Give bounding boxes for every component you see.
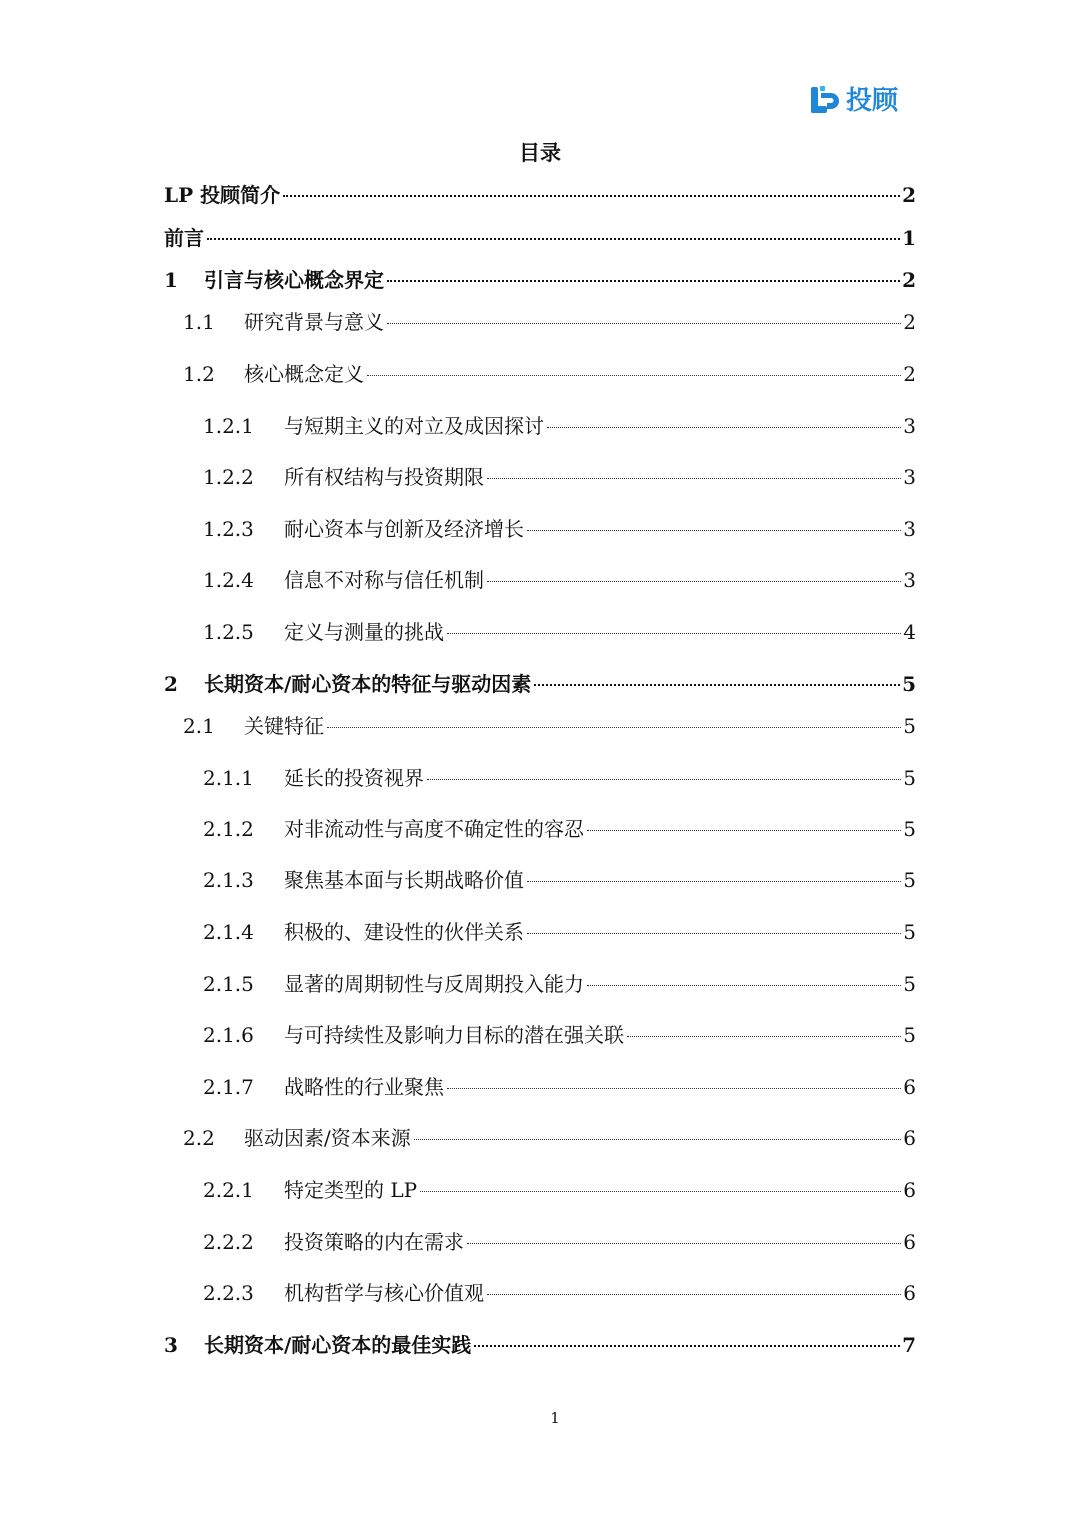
dot-leader [527, 933, 901, 934]
toc-entry[interactable] [0, 865, 1080, 895]
toc-entry-label: 聚焦基本面与长期战略价值 [284, 868, 524, 892]
dot-leader [420, 1191, 901, 1192]
dot-leader [467, 1243, 901, 1244]
toc-entry[interactable] [0, 969, 1080, 999]
toc-entry[interactable] [0, 514, 1080, 544]
page-number: 1 [550, 1409, 560, 1427]
toc-entry-page: 6 [903, 1281, 916, 1305]
toc-entry-number: 1.2.5 [203, 620, 254, 644]
toc-entry-label: 定义与测量的挑战 [284, 620, 444, 644]
toc-entry-page: 3 [903, 414, 916, 438]
dot-leader [414, 1139, 902, 1140]
toc-entry-number: 2.1.7 [203, 1075, 254, 1099]
toc-entry-label: 机构哲学与核心价值观 [284, 1281, 484, 1305]
toc-entry-page: 6 [903, 1075, 916, 1099]
toc-entry-label: 特定类型的 LP [284, 1178, 418, 1202]
dot-leader [427, 779, 901, 780]
dot-leader [387, 280, 900, 282]
dot-leader [527, 530, 901, 531]
toc-entry-page: 3 [903, 568, 916, 592]
toc-entry-page: 1 [902, 226, 916, 250]
toc-entry[interactable] [0, 180, 1080, 210]
toc-entry-label: 耐心资本与创新及经济增长 [284, 517, 524, 541]
toc-entry-page: 7 [902, 1333, 916, 1357]
dot-leader [283, 195, 900, 197]
toc-entry-label: 与可持续性及影响力目标的潜在强关联 [284, 1023, 624, 1047]
toc-entry[interactable] [0, 462, 1080, 492]
toc-entry[interactable] [0, 617, 1080, 647]
toc-entry-page: 5 [903, 766, 916, 790]
toc-entry-label: 研究背景与意义 [244, 310, 384, 334]
toc-entry[interactable] [0, 1278, 1080, 1308]
dot-leader [327, 727, 901, 728]
toc-entry-number: 2.1.4 [203, 920, 254, 944]
dot-leader [447, 1088, 901, 1089]
toc-entry[interactable] [0, 763, 1080, 793]
dot-leader [447, 633, 901, 634]
toc-entry-number: 2.2.3 [203, 1281, 254, 1305]
dot-leader [474, 1345, 900, 1347]
lp-logo-icon [808, 84, 842, 118]
logo-text: 投顾 [846, 86, 899, 116]
dot-leader [627, 1036, 901, 1037]
dot-leader [587, 830, 901, 831]
toc-entry-page: 6 [903, 1230, 916, 1254]
toc-entry-number: 1.2.4 [203, 568, 254, 592]
dot-leader [547, 427, 901, 428]
toc-entry[interactable] [0, 411, 1080, 441]
toc-entry-page: 2 [903, 310, 916, 334]
toc-entry-number: 2.2 [183, 1126, 215, 1150]
toc-entry-number: 2.1.5 [203, 972, 254, 996]
toc-entry-label: 积极的、建设性的伙伴关系 [284, 920, 524, 944]
dot-leader [534, 684, 900, 686]
toc-entry-page: 5 [903, 972, 916, 996]
toc-entry-number: 1 [164, 268, 178, 292]
dot-leader [367, 375, 901, 376]
toc-entry-label: 与短期主义的对立及成因探讨 [284, 414, 544, 438]
toc-entry[interactable] [0, 1175, 1080, 1205]
toc-entry[interactable] [0, 1330, 1080, 1360]
toc-entry-page: 5 [903, 817, 916, 841]
toc-entry[interactable] [0, 307, 1080, 337]
toc-entry[interactable] [0, 1072, 1080, 1102]
toc-entry[interactable] [0, 669, 1080, 699]
toc-entry-number: 1.2 [183, 362, 215, 386]
toc-entry[interactable] [0, 565, 1080, 595]
toc-entry-number: 1.2.3 [203, 517, 254, 541]
dot-leader [207, 238, 900, 240]
toc-entry-number: 2.1 [183, 714, 215, 738]
dot-leader [587, 985, 901, 986]
brand-logo [808, 82, 908, 120]
toc-entry-number: 2.1.6 [203, 1023, 254, 1047]
toc-entry-label: 信息不对称与信任机制 [284, 568, 484, 592]
toc-entry[interactable] [0, 265, 1080, 295]
toc-entry-page: 5 [903, 868, 916, 892]
toc-entry-label: 前言 [164, 226, 204, 250]
toc-entry-number: 2.1.1 [203, 766, 254, 790]
toc-entry-page: 6 [903, 1126, 916, 1150]
toc-entry-number: 1.1 [183, 310, 215, 334]
dot-leader [487, 478, 901, 479]
toc-entry[interactable] [0, 814, 1080, 844]
toc-entry-number: 2.1.3 [203, 868, 254, 892]
toc-entry[interactable] [0, 359, 1080, 389]
toc-entry-page: 2 [902, 183, 916, 207]
toc-entry[interactable] [0, 1123, 1080, 1153]
toc-entry-number: 2 [164, 672, 178, 696]
toc-entry[interactable] [0, 917, 1080, 947]
toc-entry-label: LP 投顾简介 [164, 183, 281, 207]
toc-entry-page: 3 [903, 517, 916, 541]
toc-entry-page: 5 [903, 1023, 916, 1047]
toc-entry-label: 关键特征 [244, 714, 324, 738]
dot-leader [527, 881, 901, 882]
toc-entry-label: 引言与核心概念界定 [204, 268, 384, 292]
toc-entry-label: 核心概念定义 [244, 362, 364, 386]
toc-entry-label: 投资策略的内在需求 [284, 1230, 464, 1254]
toc-entry-number: 2.2.2 [203, 1230, 254, 1254]
toc-entry-label: 延长的投资视界 [284, 766, 424, 790]
toc-entry-page: 4 [903, 620, 916, 644]
toc-entry-label: 长期资本/耐心资本的最佳实践 [204, 1333, 472, 1357]
toc-entry-label: 对非流动性与高度不确定性的容忍 [284, 817, 584, 841]
dot-leader [487, 1294, 901, 1295]
toc-entry-number: 2.1.2 [203, 817, 254, 841]
toc-entry-label: 战略性的行业聚焦 [284, 1075, 444, 1099]
toc-entry-number: 1.2.1 [203, 414, 254, 438]
toc-entry-number: 1.2.2 [203, 465, 254, 489]
toc-entry-label: 驱动因素/资本来源 [244, 1126, 411, 1150]
toc-entry[interactable] [0, 1227, 1080, 1257]
toc-entry-page: 6 [903, 1178, 916, 1202]
toc-entry-label: 所有权结构与投资期限 [284, 465, 484, 489]
toc-title: 目录 [519, 140, 561, 165]
toc-entry-page: 2 [902, 268, 916, 292]
toc-entry-number: 2.2.1 [203, 1178, 254, 1202]
toc-entry[interactable] [0, 223, 1080, 253]
dot-leader [487, 581, 901, 582]
toc-entry[interactable] [0, 711, 1080, 741]
toc-entry-page: 2 [903, 362, 916, 386]
toc-entry-page: 3 [903, 465, 916, 489]
toc-entry-number: 3 [164, 1333, 178, 1357]
toc-entry-page: 5 [903, 920, 916, 944]
toc-entry[interactable] [0, 1020, 1080, 1050]
toc-entry-label: 显著的周期韧性与反周期投入能力 [284, 972, 584, 996]
dot-leader [387, 323, 901, 324]
toc-entry-page: 5 [903, 714, 916, 738]
toc-entry-page: 5 [902, 672, 916, 696]
toc-entry-label: 长期资本/耐心资本的特征与驱动因素 [204, 672, 532, 696]
